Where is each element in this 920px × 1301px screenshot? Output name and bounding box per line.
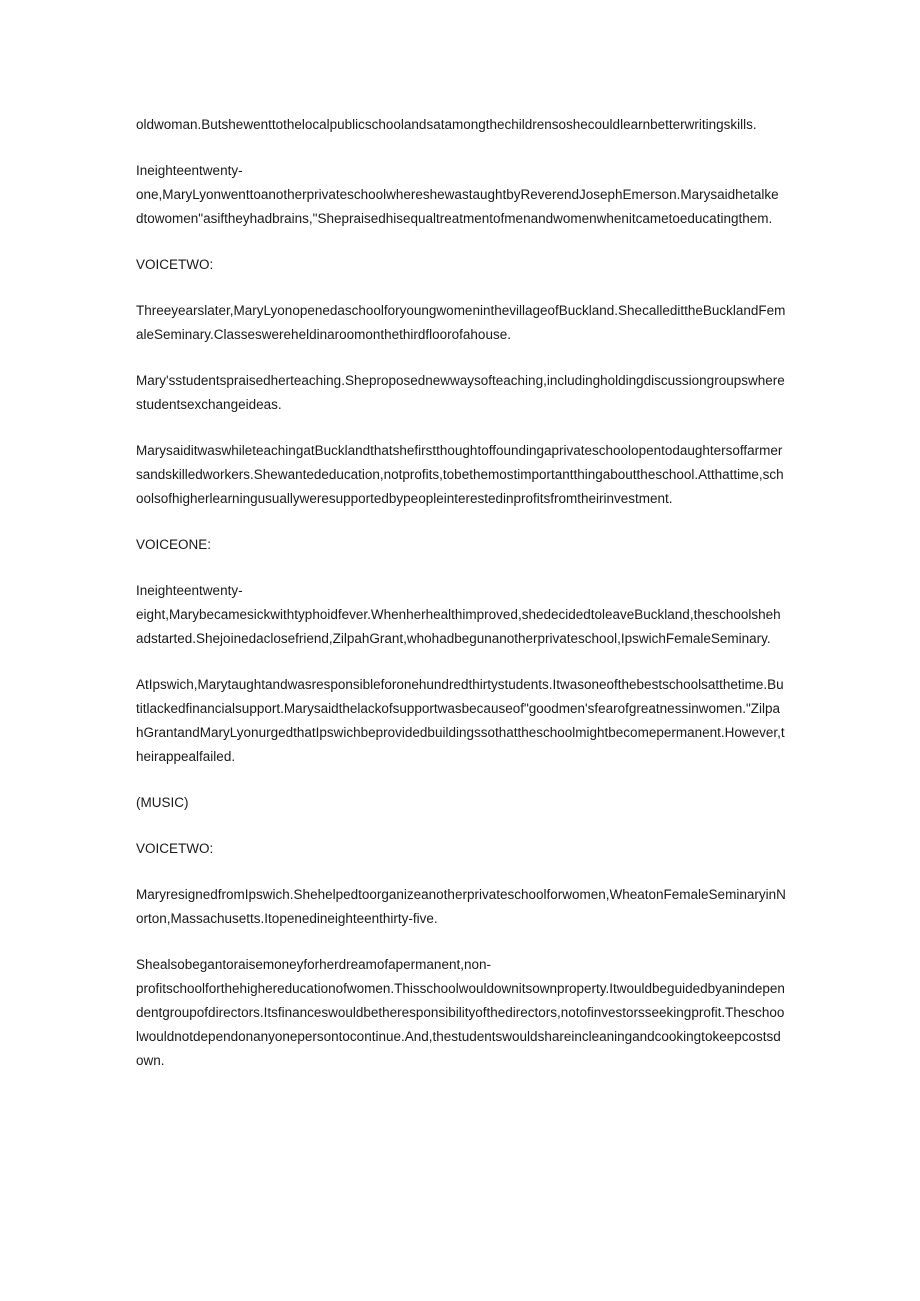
paragraph: Threeyearslater,MaryLyonopenedaschoolforyoungwomeninthevillageofBuckland.ShecalledittheBucklandFemaleSeminary.Classeswereheldinaroomonthethirdfloorofahouse. [136,303,786,342]
speaker-label: VOICETWO: [136,257,214,272]
paragraph: oldwoman.Butshewenttothelocalpublicschoolandsatamongthechildrensoshecouldlearnbetterwritingskills. [136,117,757,132]
speaker-label: VOICETWO: [136,841,214,856]
paragraph: MaryresignedfromIpswich.Shehelpedtoorganizeanotherprivateschoolforwomen,WheatonFemaleSeminaryinNorton,Massachusetts.Itopenedineighteenthirty-five. [136,887,786,926]
paragraph: AtIpswich,Marytaughtandwasresponsibleforonehundredthirtystudents.Itwasoneofthebestschoolsatthetime.Butitlackedfinancialsupport.Marysaidthelackofsupportwasbecauseof"goodmen'sfearofgreatnessinwomen."ZilpahGrantandMaryLyonurgedthatIpswichbeprovidedbuildingssothattheschoolmightbecomepermanent.However,theirappealfailed. [136,677,785,764]
paragraph: Ineighteentwenty- one,MaryLyonwenttoanotherprivateschoolwhereshewastaughtbyReverendJosephEmerson.Marysaidhetalkedtowomen"asiftheyhadbrains,"Shepraisedhisequaltreatmentofmenandwomenwhenitcametoeducatingthem. [136,163,779,226]
paragraph: Mary'sstudentspraisedherteaching.Sheproposednewwaysofteaching,includingholdingdiscussiongroupswherestudentsexchangeideas. [136,373,785,412]
music-cue: (MUSIC) [136,795,189,810]
paragraph: Ineighteentwenty- eight,Marybecamesickwithtyphoidfever.Whenherhealthimproved,shedecidedtoleaveBuckland,theschoolshehadstarted.Shejoinedaclosefriend,ZilpahGrant,whohadbegunanotherprivateschool,IpswichFemaleSeminary. [136,583,781,646]
document-body [136,113,786,1095]
speaker-label: VOICEONE: [136,537,212,552]
paragraph: MarysaiditwaswhileteachingatBucklandthatshefirstthoughtoffoundingaprivateschoolopentodaughtersoffarmersandskilledworkers.Shewantededucation,notprofits,tobethemostimportantthingabouttheschool.Atthattime,schoolsofhigherlearningusuallyweresupportedbypeopleinterestedinprofitsfromtheirinvestment. [136,443,784,506]
paragraph: Shealsobegantoraisemoneyforherdreamofapermanent,non- profitschoolforthehighereducationofwomen.Thisschoolwouldownitsownproperty.Itwouldbeguidedbyanindependentgroupofdirectors.Itsfinanceswouldbetheresponsibilityofthedirectors,notofinvestorsseekingprofit.Theschoolwouldnotdependonanyonepersontocontinue.And,thestudentswouldshareincleaningandcookingtokeepcostsdown. [136,957,785,1068]
